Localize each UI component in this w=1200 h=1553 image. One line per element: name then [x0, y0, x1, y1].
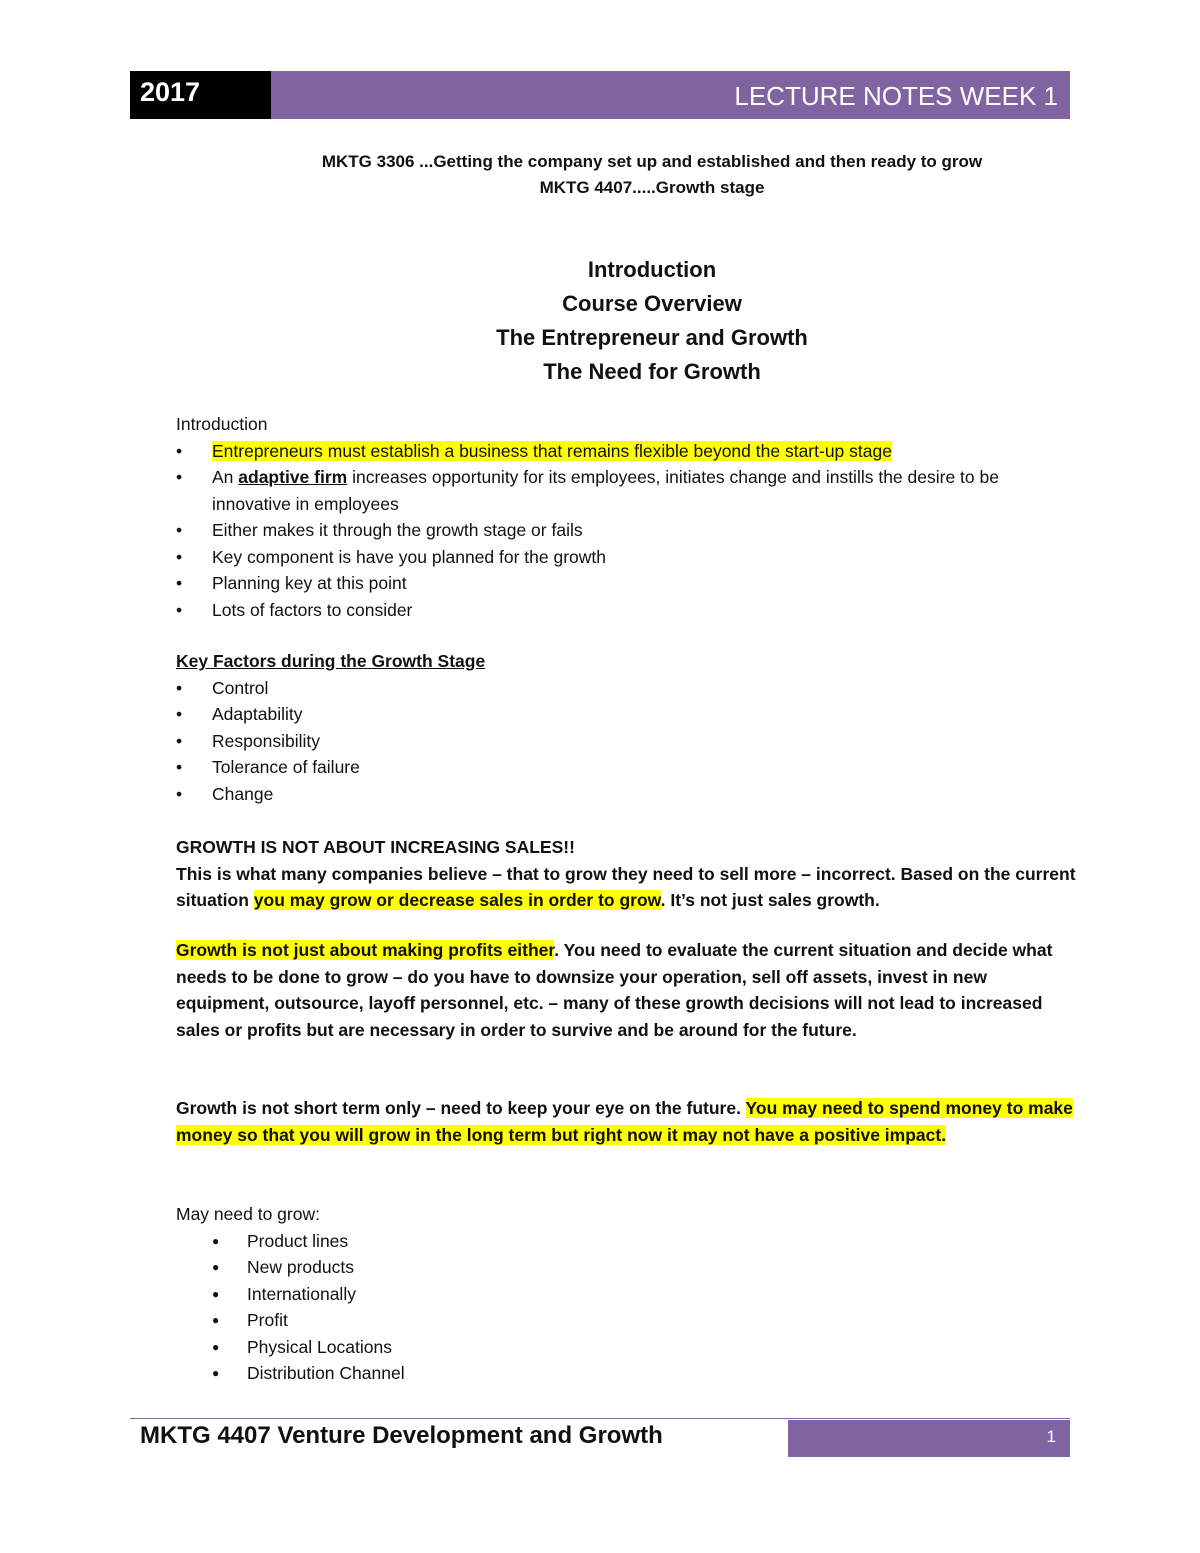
- paragraph-profits: [176, 937, 1076, 1043]
- key-factors-section: [176, 648, 1076, 807]
- highlighted-text: Entrepreneurs must establish a business that remains flexible beyond the start-up stage: [212, 440, 892, 461]
- list-item: • Control: [176, 675, 1076, 702]
- title-course-overview: Course Overview: [562, 291, 742, 316]
- page-header: [130, 71, 1070, 119]
- header-divider: [130, 119, 1070, 120]
- section-heading: Key Factors during the Growth Stage: [176, 651, 486, 671]
- introduction-section: [176, 411, 1076, 623]
- list-item: ● Product lines: [176, 1228, 1076, 1255]
- list-item: • Key component is have you planned for the growth: [176, 544, 1076, 571]
- highlighted-text: You may need to spend money to make money so that you will grow in the long term but right now it may not have a positive impact.: [176, 1098, 1073, 1145]
- section-heading: Introduction: [176, 414, 268, 434]
- page-number: 1: [788, 1420, 1070, 1457]
- text-run: This is what many companies believe – that to grow they need to sell more – incorrect. Based on the current situation: [176, 863, 1076, 910]
- section-heading: May need to grow:: [176, 1204, 320, 1224]
- paragraph: [176, 937, 1076, 1043]
- text-run: increases opportunity for its employees, initiates change and instills the desire to be innovative in employees: [212, 467, 999, 514]
- list-item: ● Physical Locations: [176, 1334, 1076, 1361]
- footer-course-title: MKTG 4407 Venture Development and Growth: [140, 1422, 663, 1449]
- list-item: ● Profit: [176, 1307, 1076, 1334]
- list-item: • Change: [176, 781, 1076, 808]
- list-item: [176, 464, 1076, 517]
- list-item: ● New products: [176, 1254, 1076, 1281]
- list-item: [176, 438, 1076, 465]
- footer-divider: [130, 1418, 1070, 1419]
- text-run: . It’s not just sales growth.: [660, 890, 880, 910]
- lecture-titles: [130, 253, 1174, 389]
- header-year: 2017: [130, 71, 271, 119]
- header-title: LECTURE NOTES WEEK 1: [271, 71, 1070, 119]
- list-item: • Lots of factors to consider: [176, 597, 1076, 624]
- list-item: • Either makes it through the growth stage or fails: [176, 517, 1076, 544]
- title-need-for-growth: The Need for Growth: [543, 359, 761, 384]
- text-run: . You need to evaluate the current situation and decide what needs to be done to grow – do you have to downsize your operation, sell off assets, invest in new equipment, outsource, layoff personnel, etc. – many of these growth decisions will not lead to increased sales or profits but are necessary in order to survive and be around for the future.: [176, 940, 1053, 1040]
- paragraph: [176, 1095, 1076, 1148]
- title-introduction: Introduction: [587, 257, 717, 282]
- list-item: • Planning key at this point: [176, 570, 1076, 597]
- list-item: ● Distribution Channel: [176, 1360, 1076, 1387]
- may-grow-list: [176, 1228, 1076, 1387]
- list-item: • Responsibility: [176, 728, 1076, 755]
- key-term: adaptive firm: [238, 467, 348, 487]
- course-lines: [130, 149, 1174, 201]
- introduction-list: [176, 438, 1076, 624]
- course-line-3306: MKTG 3306 ...Getting the company set up and established and then ready to grow: [321, 152, 983, 171]
- list-item: • Tolerance of failure: [176, 754, 1076, 781]
- title-entrepreneur-growth: The Entrepreneur and Growth: [496, 325, 808, 350]
- course-line-4407: MKTG 4407.....Growth stage: [539, 178, 765, 197]
- list-item: ● Internationally: [176, 1281, 1076, 1308]
- may-grow-section: [176, 1201, 1076, 1387]
- paragraph-long-term: [176, 1095, 1076, 1148]
- highlighted-text: Growth is not just about making profits either: [176, 940, 555, 960]
- growth-section: [176, 834, 1076, 914]
- highlighted-text: you may grow or decrease sales in order to grow: [253, 890, 661, 910]
- text-run: An: [212, 467, 239, 487]
- key-factors-list: [176, 675, 1076, 808]
- list-item: • Adaptability: [176, 701, 1076, 728]
- section-heading: GROWTH IS NOT ABOUT INCREASING SALES!!: [176, 837, 575, 857]
- paragraph: [176, 861, 1076, 914]
- text-run: Growth is not short term only – need to keep your eye on the future.: [176, 1098, 746, 1118]
